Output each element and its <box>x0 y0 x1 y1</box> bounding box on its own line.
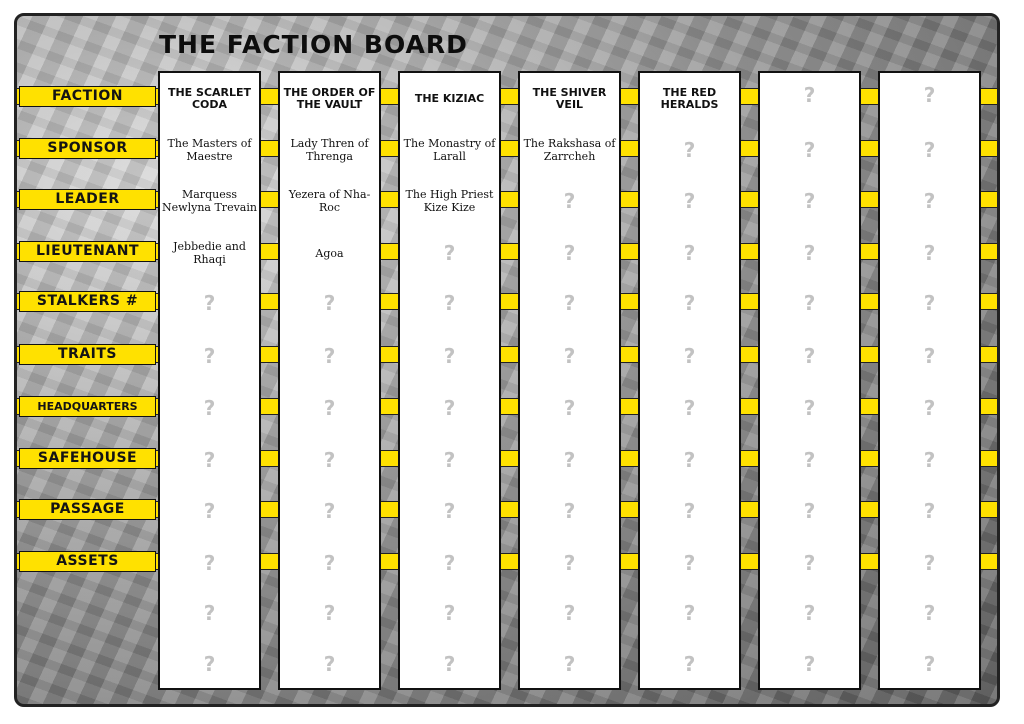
row-label-assets: ASSETS <box>19 551 156 572</box>
question-mark-icon: ? <box>443 499 456 523</box>
cell-extra-empty[interactable] <box>640 644 739 684</box>
question-mark-icon: ? <box>443 291 456 315</box>
cell-headquarters-empty[interactable] <box>280 388 379 428</box>
question-mark-icon: ? <box>803 601 816 625</box>
question-mark-icon: ? <box>803 138 816 162</box>
cell-headquarters-empty[interactable] <box>160 388 259 428</box>
cell-sponsor-empty[interactable] <box>760 130 859 170</box>
cell-extra-empty[interactable] <box>640 593 739 633</box>
row-label-safehouse: SAFEHOUSE <box>19 448 156 469</box>
question-mark-icon: ? <box>323 652 336 676</box>
question-mark-icon: ? <box>923 551 936 575</box>
cell-sponsor[interactable]: The Rakshasa of Zarrcheh <box>523 137 616 163</box>
question-mark-icon: ? <box>323 551 336 575</box>
question-mark-icon: ? <box>443 551 456 575</box>
faction-board <box>14 13 1000 707</box>
question-mark-icon: ? <box>923 601 936 625</box>
cell-headquarters-empty[interactable] <box>640 388 739 428</box>
question-mark-icon: ? <box>443 448 456 472</box>
question-mark-icon: ? <box>203 652 216 676</box>
cell-passage-empty[interactable] <box>760 491 859 531</box>
cell-lieutenant-empty[interactable] <box>400 233 499 273</box>
question-mark-icon: ? <box>203 396 216 420</box>
cell-headquarters-empty[interactable] <box>760 388 859 428</box>
question-mark-icon: ? <box>683 448 696 472</box>
question-mark-icon: ? <box>923 291 936 315</box>
faction-name[interactable]: THE RED HERALDS <box>660 86 719 111</box>
cell-leader[interactable]: Marquess Newlyna Trevain <box>162 188 257 214</box>
cell-assets-empty[interactable] <box>280 543 379 583</box>
question-mark-icon: ? <box>323 499 336 523</box>
cell-extra-empty[interactable] <box>520 644 619 684</box>
cell-assets-empty[interactable] <box>880 543 979 583</box>
question-mark-icon: ? <box>683 652 696 676</box>
cell-assets-empty[interactable] <box>400 543 499 583</box>
question-mark-icon: ? <box>443 652 456 676</box>
faction-name-empty[interactable] <box>880 75 979 115</box>
cell-lieutenant[interactable]: Agoa <box>315 246 344 260</box>
question-mark-icon: ? <box>923 138 936 162</box>
question-mark-icon: ? <box>323 396 336 420</box>
cell-safehouse-empty[interactable] <box>880 440 979 480</box>
cell-extra-empty[interactable] <box>280 593 379 633</box>
faction-column <box>638 71 741 690</box>
cell-assets-empty[interactable] <box>520 543 619 583</box>
question-mark-icon: ? <box>683 189 696 213</box>
cell-leader[interactable]: The High Priest Kize Kize <box>405 188 494 214</box>
cell-safehouse-empty[interactable] <box>760 440 859 480</box>
question-mark-icon: ? <box>803 448 816 472</box>
faction-name[interactable]: THE SHIVER VEIL <box>532 86 607 111</box>
question-mark-icon: ? <box>563 241 576 265</box>
cell-lieutenant-empty[interactable] <box>760 233 859 273</box>
question-mark-icon: ? <box>923 396 936 420</box>
question-mark-icon: ? <box>803 499 816 523</box>
cell-traits-empty[interactable] <box>880 336 979 376</box>
cell-extra-empty[interactable] <box>880 644 979 684</box>
question-mark-icon: ? <box>203 601 216 625</box>
cell-extra-empty[interactable] <box>520 593 619 633</box>
question-mark-icon: ? <box>803 291 816 315</box>
row-label-sponsor: SPONSOR <box>19 138 156 159</box>
question-mark-icon: ? <box>683 601 696 625</box>
cell-stalkers-empty[interactable] <box>160 283 259 323</box>
cell-headquarters-empty[interactable] <box>400 388 499 428</box>
question-mark-icon: ? <box>683 344 696 368</box>
cell-lieutenant[interactable]: Jebbedie and Rhaqi <box>173 240 246 266</box>
cell-passage-empty[interactable] <box>520 491 619 531</box>
question-mark-icon: ? <box>443 344 456 368</box>
cell-leader-empty[interactable] <box>520 181 619 221</box>
question-mark-icon: ? <box>923 83 936 107</box>
question-mark-icon: ? <box>683 291 696 315</box>
cell-safehouse-empty[interactable] <box>160 440 259 480</box>
question-mark-icon: ? <box>803 241 816 265</box>
cell-headquarters-empty[interactable] <box>520 388 619 428</box>
cell-assets-empty[interactable] <box>760 543 859 583</box>
faction-name[interactable]: THE KIZIAC <box>414 92 485 105</box>
row-label-stalkers: STALKERS # <box>19 291 156 312</box>
cell-extra-empty[interactable] <box>400 644 499 684</box>
faction-column <box>518 71 621 690</box>
cell-passage-empty[interactable] <box>880 491 979 531</box>
faction-name[interactable]: THE SCARLET CODA <box>167 86 252 111</box>
cell-lieutenant-empty[interactable] <box>880 233 979 273</box>
question-mark-icon: ? <box>323 291 336 315</box>
cell-safehouse-empty[interactable] <box>280 440 379 480</box>
question-mark-icon: ? <box>203 551 216 575</box>
question-mark-icon: ? <box>203 291 216 315</box>
board-title: THE FACTION BOARD <box>159 30 468 59</box>
question-mark-icon: ? <box>923 344 936 368</box>
cell-stalkers-empty[interactable] <box>280 283 379 323</box>
question-mark-icon: ? <box>803 83 816 107</box>
question-mark-icon: ? <box>563 189 576 213</box>
cell-extra-empty[interactable] <box>760 593 859 633</box>
cell-passage-empty[interactable] <box>280 491 379 531</box>
question-mark-icon: ? <box>203 499 216 523</box>
cell-stalkers-empty[interactable] <box>880 283 979 323</box>
question-mark-icon: ? <box>203 448 216 472</box>
cell-traits-empty[interactable] <box>640 336 739 376</box>
cell-stalkers-empty[interactable] <box>400 283 499 323</box>
question-mark-icon: ? <box>563 499 576 523</box>
question-mark-icon: ? <box>803 344 816 368</box>
question-mark-icon: ? <box>323 448 336 472</box>
question-mark-icon: ? <box>803 396 816 420</box>
cell-sponsor-empty[interactable] <box>640 130 739 170</box>
question-mark-icon: ? <box>203 344 216 368</box>
question-mark-icon: ? <box>563 448 576 472</box>
faction-name[interactable]: THE ORDER OF THE VAULT <box>283 86 376 111</box>
cell-lieutenant-empty[interactable] <box>520 233 619 273</box>
question-mark-icon: ? <box>923 499 936 523</box>
faction-column <box>158 71 261 690</box>
question-mark-icon: ? <box>443 241 456 265</box>
question-mark-icon: ? <box>323 601 336 625</box>
question-mark-icon: ? <box>683 396 696 420</box>
cell-lieutenant-empty[interactable] <box>640 233 739 273</box>
question-mark-icon: ? <box>443 601 456 625</box>
faction-column <box>278 71 381 690</box>
cell-extra-empty[interactable] <box>280 644 379 684</box>
cell-extra-empty[interactable] <box>760 644 859 684</box>
cell-stalkers-empty[interactable] <box>640 283 739 323</box>
cell-traits-empty[interactable] <box>400 336 499 376</box>
cell-safehouse-empty[interactable] <box>520 440 619 480</box>
row-label-lieutenant: LIEUTENANT <box>19 241 156 262</box>
question-mark-icon: ? <box>803 189 816 213</box>
faction-column <box>758 71 861 690</box>
cell-extra-empty[interactable] <box>880 593 979 633</box>
cell-stalkers-empty[interactable] <box>520 283 619 323</box>
cell-sponsor-empty[interactable] <box>880 130 979 170</box>
question-mark-icon: ? <box>683 138 696 162</box>
faction-name-empty[interactable] <box>760 75 859 115</box>
question-mark-icon: ? <box>923 241 936 265</box>
row-label-faction: FACTION <box>19 86 156 107</box>
cell-sponsor[interactable]: Lady Thren of Threnga <box>290 137 369 163</box>
cell-safehouse-empty[interactable] <box>400 440 499 480</box>
question-mark-icon: ? <box>563 652 576 676</box>
cell-leader[interactable]: Yezera of Nha-Roc <box>288 188 371 214</box>
cell-traits-empty[interactable] <box>160 336 259 376</box>
cell-assets-empty[interactable] <box>160 543 259 583</box>
cell-traits-empty[interactable] <box>760 336 859 376</box>
cell-passage-empty[interactable] <box>160 491 259 531</box>
question-mark-icon: ? <box>563 344 576 368</box>
row-label-passage: PASSAGE <box>19 499 156 520</box>
cell-safehouse-empty[interactable] <box>640 440 739 480</box>
question-mark-icon: ? <box>563 291 576 315</box>
question-mark-icon: ? <box>563 396 576 420</box>
row-label-leader: LEADER <box>19 189 156 210</box>
cell-assets-empty[interactable] <box>640 543 739 583</box>
cell-passage-empty[interactable] <box>640 491 739 531</box>
question-mark-icon: ? <box>323 344 336 368</box>
cell-traits-empty[interactable] <box>280 336 379 376</box>
question-mark-icon: ? <box>563 601 576 625</box>
question-mark-icon: ? <box>443 396 456 420</box>
cell-sponsor[interactable]: The Monastry of Larall <box>403 137 496 163</box>
cell-leader-empty[interactable] <box>640 181 739 221</box>
question-mark-icon: ? <box>683 499 696 523</box>
faction-column <box>878 71 981 690</box>
cell-stalkers-empty[interactable] <box>760 283 859 323</box>
cell-headquarters-empty[interactable] <box>880 388 979 428</box>
question-mark-icon: ? <box>563 551 576 575</box>
question-mark-icon: ? <box>923 652 936 676</box>
cell-leader-empty[interactable] <box>880 181 979 221</box>
cell-extra-empty[interactable] <box>160 593 259 633</box>
row-label-traits: TRAITS <box>19 344 156 365</box>
faction-column <box>398 71 501 690</box>
cell-traits-empty[interactable] <box>520 336 619 376</box>
cell-sponsor[interactable]: The Masters of Maestre <box>167 137 252 163</box>
question-mark-icon: ? <box>923 448 936 472</box>
question-mark-icon: ? <box>683 551 696 575</box>
cell-extra-empty[interactable] <box>400 593 499 633</box>
cell-passage-empty[interactable] <box>400 491 499 531</box>
row-label-headquarters: HEADQUARTERS <box>19 396 156 417</box>
question-mark-icon: ? <box>803 652 816 676</box>
question-mark-icon: ? <box>803 551 816 575</box>
question-mark-icon: ? <box>683 241 696 265</box>
question-mark-icon: ? <box>923 189 936 213</box>
cell-leader-empty[interactable] <box>760 181 859 221</box>
cell-extra-empty[interactable] <box>160 644 259 684</box>
